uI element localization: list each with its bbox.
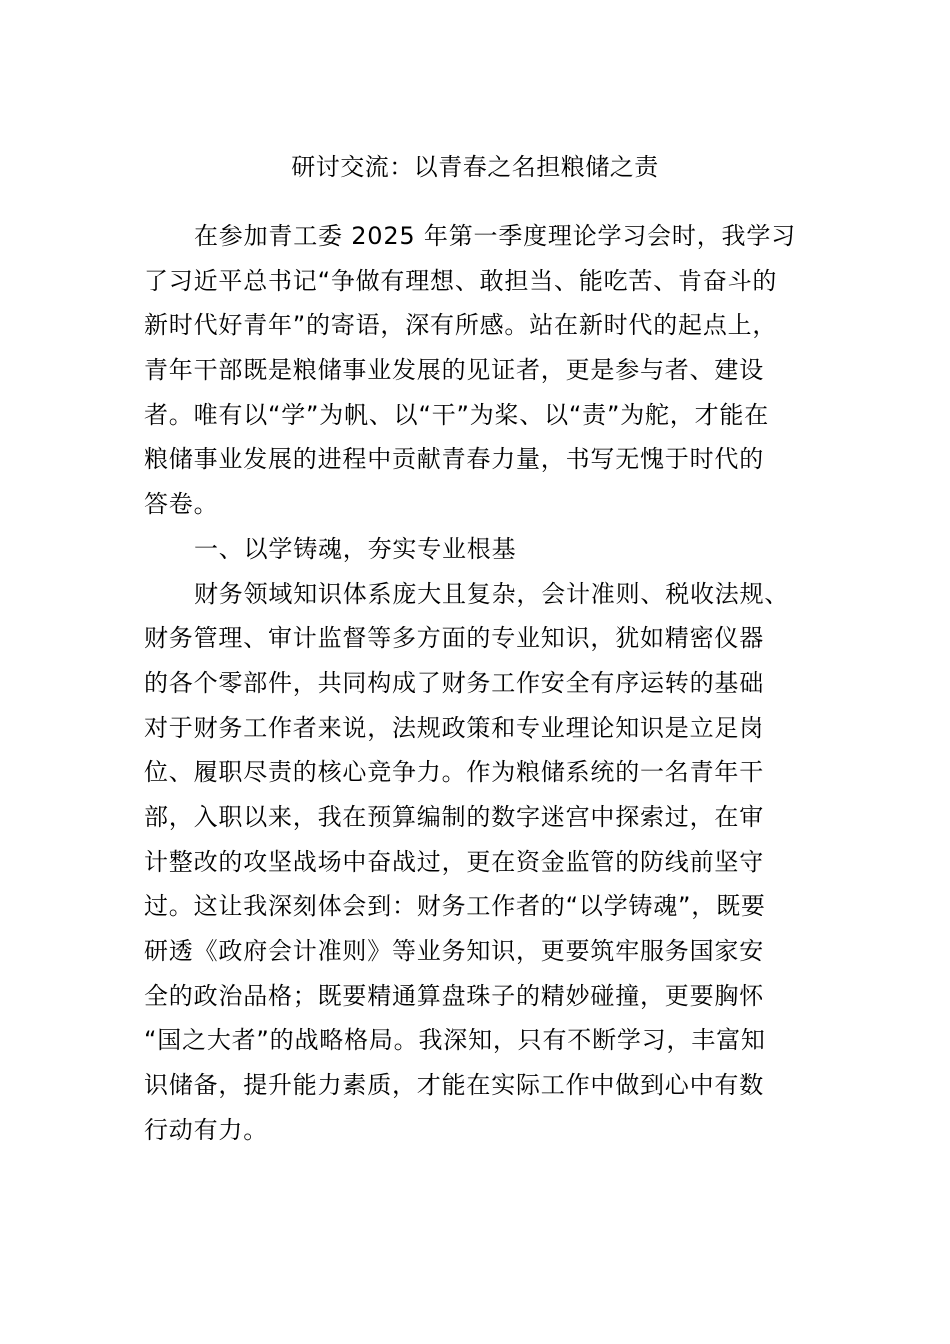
text-line: 位、履职尽责的核心竞争力。作为粮储系统的一名青年干 — [144, 758, 764, 787]
text-line: 新时代好青年”的寄语，深有所感。站在新时代的起点上， — [144, 311, 778, 340]
text-line: 者。唯有以“学”为帆、以“干”为桨、以“责”为舵，才能在 — [144, 400, 769, 429]
text-line: 粮储事业发展的进程中贡献青春力量，书写无愧于时代的 — [144, 445, 764, 474]
document-title: 研讨交流：以青春之名担粮储之责 — [291, 153, 659, 181]
text-line: 财务领域知识体系庞大且复杂，会计准则、税收法规、 — [194, 579, 790, 608]
text-line: 财务管理、审计监督等多方面的专业知识，犹如精密仪器 — [144, 624, 764, 653]
text-line: 青年干部既是粮储事业发展的见证者，更是参与者、建设 — [144, 356, 764, 385]
text-line: 行动有力。 — [144, 1115, 268, 1144]
text-line: 过。这让我深刻体会到：财务工作者的“以学铸魂”，既要 — [144, 892, 766, 921]
document-body — [144, 214, 824, 1152]
text-line: 研透《政府会计准则》等业务知识，更要筑牢服务国家安 — [144, 937, 764, 965]
text-line: “国之大者”的战略格局。我深知，只有不断学习，丰富知 — [144, 1026, 766, 1055]
text-line: 部，入职以来，我在预算编制的数字迷宫中探索过，在审 — [144, 802, 764, 831]
text-line: 的各个零部件，共同构成了财务工作安全有序运转的基础 — [144, 668, 764, 697]
text-line: 一、以学铸魂，夯实专业根基 — [194, 534, 517, 563]
text-line: 全的政治品格；既要精通算盘珠子的精妙碰撞，更要胸怀 — [144, 981, 764, 1010]
text-line: 识储备，提升能力素质，才能在实际工作中做到心中有数 — [144, 1071, 764, 1100]
text-line: 了习近平总书记“争做有理想、敢担当、能吃苦、肯奋斗的 — [144, 266, 778, 295]
text-line: 在参加青工委 2025 年第一季度理论学习会时，我学习 — [194, 222, 796, 250]
text-line: 答卷。 — [144, 490, 219, 519]
text-line: 对于财务工作者来说，法规政策和专业理论知识是立足岗 — [144, 713, 764, 742]
text-line: 计整改的攻坚战场中奋战过，更在资金监管的防线前坚守 — [144, 847, 764, 876]
